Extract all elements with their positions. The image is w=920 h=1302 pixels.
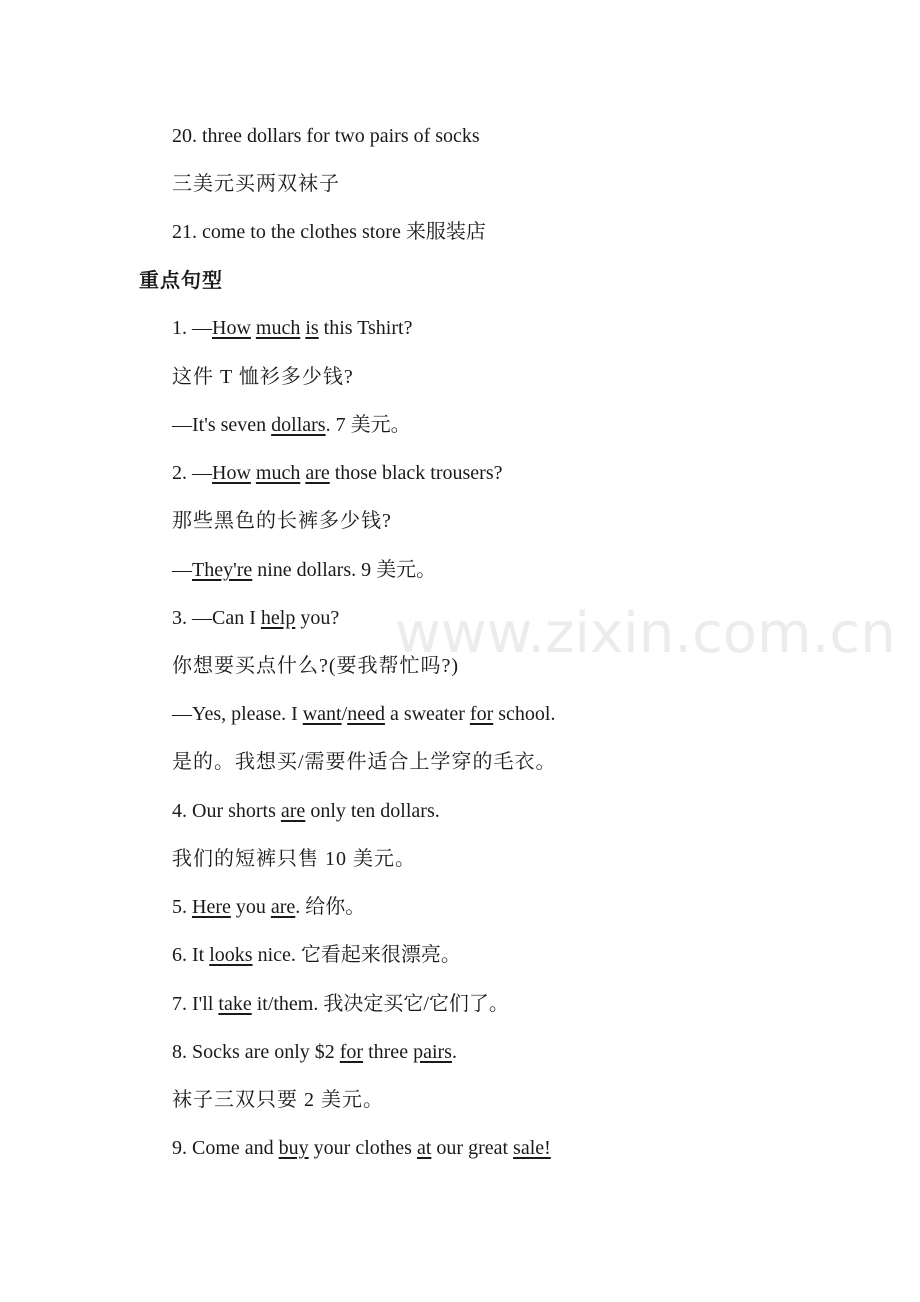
underlined-word: Here xyxy=(192,896,231,918)
text: you xyxy=(230,896,271,918)
phrase-20-english: 20. three dollars for two pairs of socks xyxy=(172,125,480,147)
text: nice. 它看起来很漂亮。 xyxy=(252,944,461,966)
text: —Yes, please. I xyxy=(172,703,303,725)
underlined-word: take xyxy=(218,993,252,1015)
text: 1. — xyxy=(172,317,212,339)
text: 7. I'll xyxy=(172,993,219,1015)
text: . 7 美元。 xyxy=(325,414,411,436)
sentence-8-chinese: 袜子三双只要 2 美元。 xyxy=(172,1089,384,1111)
sentence-5 xyxy=(172,892,365,922)
underlined-word: much xyxy=(255,462,301,484)
sentence-4 xyxy=(172,796,440,826)
sentence-8 xyxy=(172,1037,457,1067)
underlined-word: buy xyxy=(278,1137,309,1159)
sentence-1-question xyxy=(172,313,412,343)
sentence-3-answer xyxy=(172,699,555,729)
text: it/them. 我决定买它/它们了。 xyxy=(251,993,509,1015)
text: 9. Come and xyxy=(172,1137,279,1159)
text: a sweater xyxy=(384,703,470,725)
underlined-word: They're xyxy=(192,559,253,581)
sentence-2-answer xyxy=(172,555,436,585)
underlined-word: help xyxy=(260,607,296,629)
sentence-1-question-chinese: 这件 T 恤衫多少钱? xyxy=(172,366,354,388)
text: three xyxy=(363,1041,414,1063)
sentence-9 xyxy=(172,1133,551,1163)
underlined-word: is xyxy=(305,317,319,339)
text: 8. Socks are only $2 xyxy=(172,1041,340,1063)
text: only ten dollars. xyxy=(305,800,440,822)
underlined-word: pairs xyxy=(413,1041,452,1063)
text: . xyxy=(451,1041,457,1063)
text: 2. — xyxy=(172,462,212,484)
sentence-1-answer xyxy=(172,410,411,440)
sentence-2-question xyxy=(172,458,502,488)
phrase-21: 21. come to the clothes store 来服装店 xyxy=(172,221,486,243)
phrase-20-chinese: 三美元买两双袜子 xyxy=(172,173,340,195)
sentence-7 xyxy=(172,989,509,1019)
watermark: www.zixin.com.cn xyxy=(395,601,896,666)
sentence-2-question-chinese: 那些黑色的长裤多少钱? xyxy=(172,510,392,532)
sentence-6 xyxy=(172,940,461,970)
text: / xyxy=(341,703,348,725)
underlined-word: for xyxy=(469,703,494,725)
underlined-word: at xyxy=(416,1137,432,1159)
text: those black trousers? xyxy=(329,462,503,484)
underlined-word: sale! xyxy=(513,1137,551,1159)
underlined-word: are xyxy=(270,896,296,918)
underlined-word: for xyxy=(339,1041,364,1063)
text: school. xyxy=(493,703,556,725)
text: 6. It xyxy=(172,944,210,966)
underlined-word: are xyxy=(280,800,306,822)
section-heading-key-sentences: 重点句型 xyxy=(139,268,223,292)
sentence-3-question xyxy=(172,603,339,633)
text: your clothes xyxy=(308,1137,417,1159)
underlined-word: looks xyxy=(209,944,253,966)
sentence-4-chinese: 我们的短裤只售 10 美元。 xyxy=(172,848,416,870)
underlined-word: How xyxy=(212,462,251,484)
text: — xyxy=(172,559,192,581)
sentence-3-question-chinese: 你想要买点什么?(要我帮忙吗?) xyxy=(172,655,460,677)
underlined-word: dollars xyxy=(271,414,326,436)
text: 5. xyxy=(172,896,192,918)
underlined-word: much xyxy=(255,317,301,339)
text: nine dollars. 9 美元。 xyxy=(252,559,437,581)
underlined-word: How xyxy=(212,317,251,339)
sentence-3-answer-chinese: 是的。我想买/需要件适合上学穿的毛衣。 xyxy=(172,751,557,773)
text: 4. Our shorts xyxy=(172,800,281,822)
text: . 给你。 xyxy=(295,896,366,918)
text: 3. —Can I xyxy=(172,607,261,629)
text: you? xyxy=(295,607,340,629)
text: —It's seven xyxy=(172,414,272,436)
text: this Tshirt? xyxy=(318,317,413,339)
text: our great xyxy=(431,1137,514,1159)
underlined-word: want xyxy=(302,703,342,725)
underlined-word: need xyxy=(347,703,385,725)
underlined-word: are xyxy=(305,462,330,484)
